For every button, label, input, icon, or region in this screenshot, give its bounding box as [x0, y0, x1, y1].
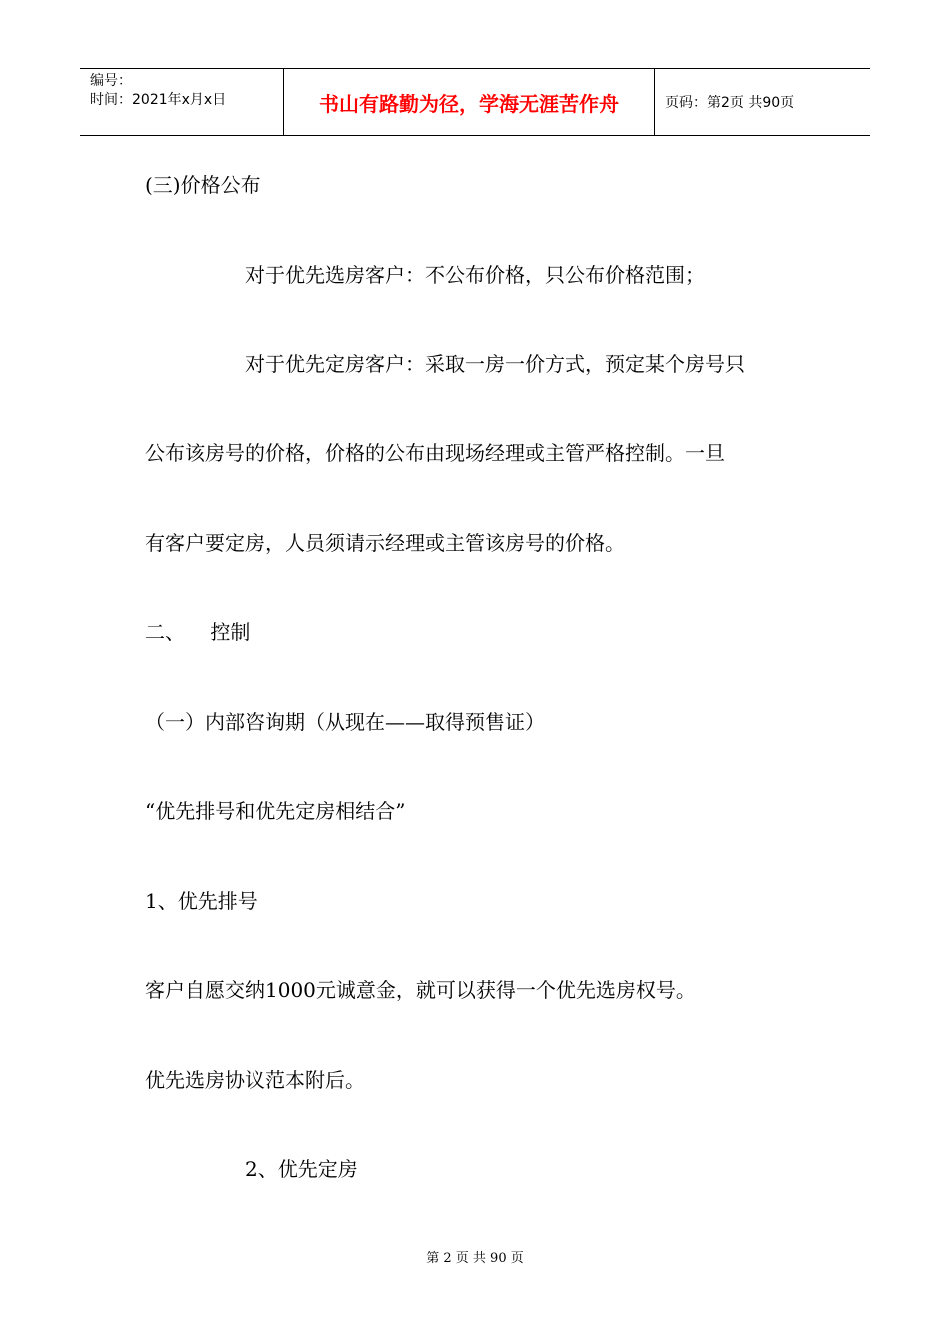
page-footer: 第 2 页 共 90 页 — [426, 1251, 524, 1266]
document-number: 编号： — [90, 73, 132, 89]
paragraph-line: 客户自愿交纳1000元诚意金，就可以获得一个优先选房权号。 — [145, 978, 696, 1002]
page-header — [80, 68, 870, 136]
header-motto-cell — [283, 69, 655, 135]
list-heading: 2、优先定房 — [245, 1157, 358, 1181]
list-heading: 1、优先排号 — [145, 889, 258, 913]
section-heading-control: 二、 控制 — [145, 620, 251, 644]
paragraph-line: 对于优先选房客户：不公布价格，只公布价格范围； — [245, 263, 705, 287]
header-meta — [80, 69, 283, 135]
header-page-number: 页码：第2页 共90页 — [665, 95, 795, 111]
paragraph-line: 有客户要定房，人员须请示经理或主管该房号的价格。 — [145, 531, 625, 555]
paragraph-line: 公布该房号的价格，价格的公布由现场经理或主管严格控制。一旦 — [145, 441, 725, 465]
paragraph-line: 对于优先定房客户：采取一房一价方式，预定某个房号只 — [245, 352, 745, 376]
subsection-heading: （一）内部咨询期（从现在——取得预售证） — [145, 710, 545, 734]
section-heading-price: (三)价格公布 — [145, 173, 261, 197]
header-motto: 书山有路勤为径，学海无涯苦作舟 — [319, 91, 619, 116]
document-time: 时间：2021年x月x日 — [90, 92, 227, 108]
paragraph-line: 优先选房协议范本附后。 — [145, 1068, 365, 1092]
paragraph-line: “优先排号和优先定房相结合” — [145, 799, 406, 823]
